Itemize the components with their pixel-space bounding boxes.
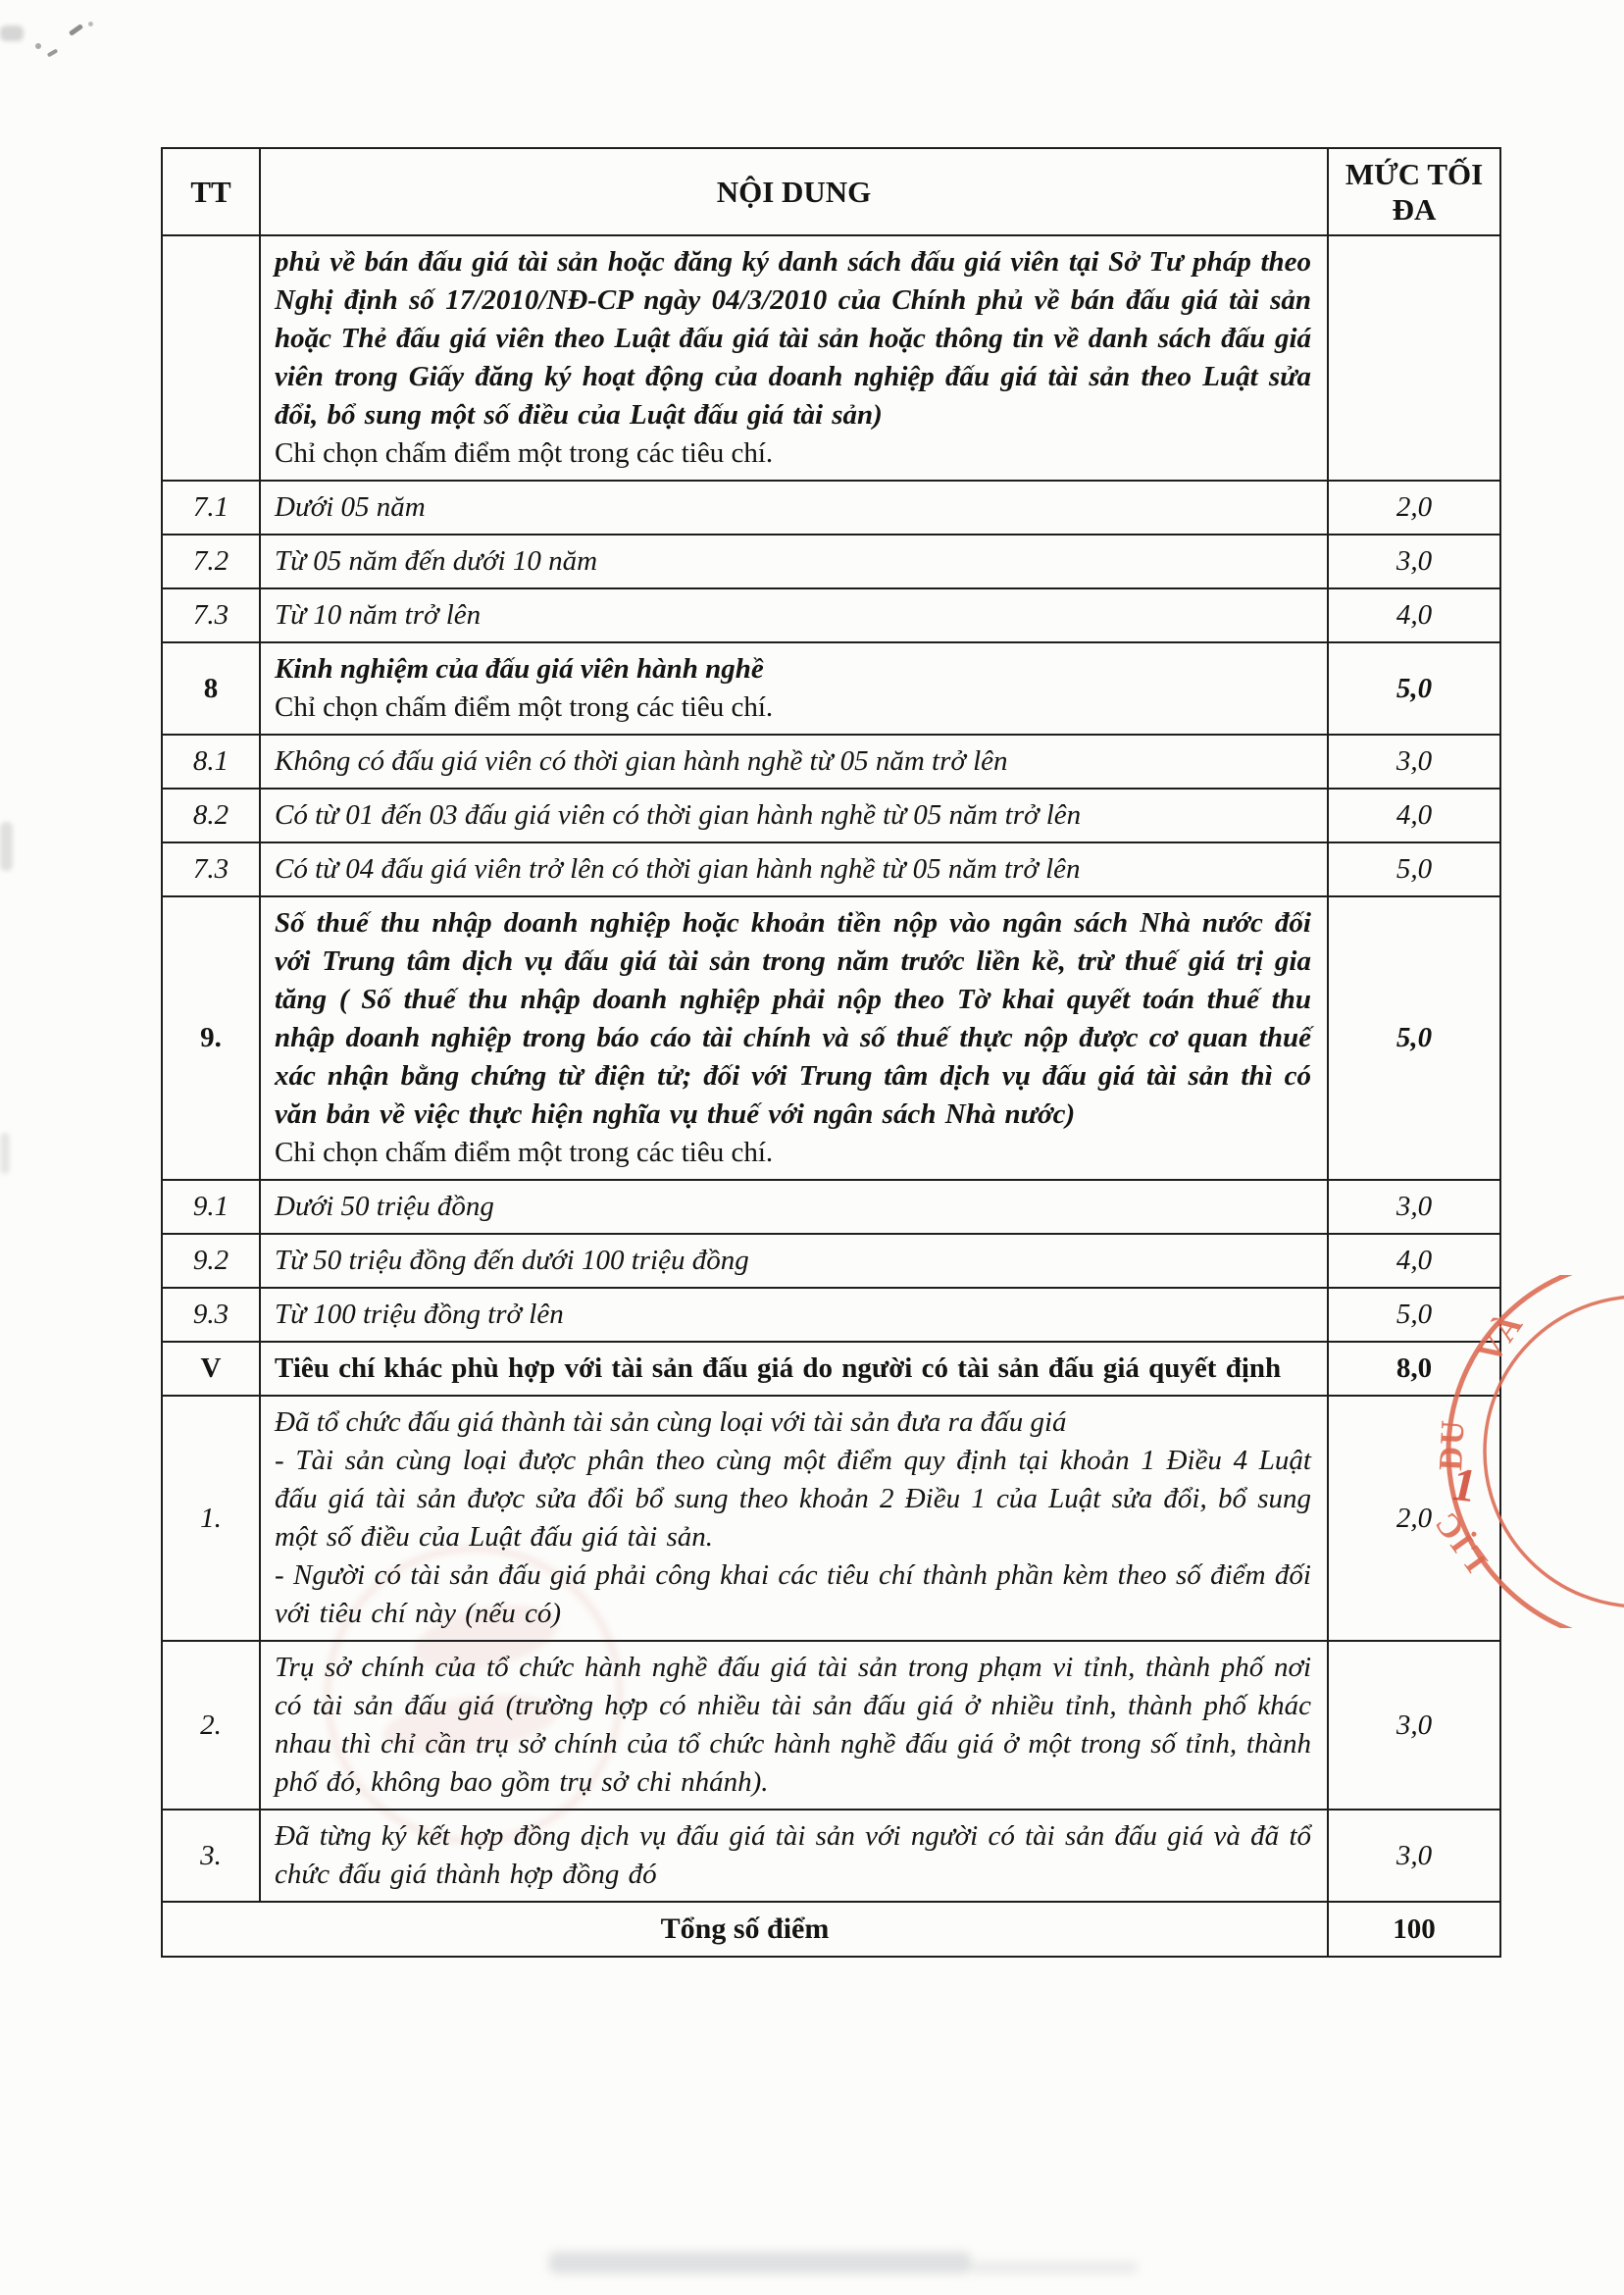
row-content bbox=[260, 1396, 1328, 1641]
paragraph: - Tài sản cùng loại được phân theo cùng một điểm quy định tại khoản 1 Điều 4 Luật đấu giá tài sản được sửa đổi bổ sung theo khoản 2 Điều 1 của Luật sửa đổi, bổ sung một số điều của Luật đấu giá tài sản. bbox=[275, 1445, 1311, 1554]
table-row bbox=[162, 1396, 1500, 1641]
paragraph: Kinh nghiệm của đấu giá viên hành nghề bbox=[275, 653, 764, 686]
column-header-noi-dung: NỘI DUNG bbox=[260, 148, 1328, 235]
max-score-value: 4,0 bbox=[1328, 789, 1500, 842]
row-content bbox=[260, 842, 1328, 896]
scan-speckle bbox=[35, 43, 41, 49]
scan-speckle bbox=[69, 24, 83, 36]
total-row bbox=[162, 1902, 1500, 1957]
row-number: 7.3 bbox=[162, 842, 260, 896]
red-stamp-arc bbox=[1412, 1275, 1624, 1628]
table-row bbox=[162, 535, 1500, 588]
max-score-value: 5,0 bbox=[1328, 842, 1500, 896]
paragraph: Không có đấu giá viên có thời gian hành nghề từ 05 năm trở lên bbox=[275, 745, 1008, 778]
total-value: 100 bbox=[1328, 1902, 1500, 1957]
paragraph: Dưới 50 triệu đồng bbox=[275, 1191, 494, 1223]
max-score-value: 3,0 bbox=[1328, 1810, 1500, 1902]
scan-speckle bbox=[47, 49, 59, 58]
paragraph: Có từ 04 đấu giá viên trở lên có thời gian hành nghề từ 05 năm trở lên bbox=[275, 853, 1081, 886]
paragraph: Đã từng ký kết hợp đồng dịch vụ đấu giá tài sản với người có tài sản đấu giá và đã tổ chức đấu giá thành hợp đồng đó bbox=[275, 1820, 1311, 1891]
row-content bbox=[260, 1288, 1328, 1342]
row-number: 8.2 bbox=[162, 789, 260, 842]
row-number: 9.2 bbox=[162, 1234, 260, 1288]
row-content bbox=[260, 789, 1328, 842]
row-content bbox=[260, 1234, 1328, 1288]
max-score-value: 4,0 bbox=[1328, 588, 1500, 642]
row-content bbox=[260, 735, 1328, 789]
row-number: 8 bbox=[162, 642, 260, 735]
row-content bbox=[260, 535, 1328, 588]
stamp-text-bottom: LỊC bbox=[1427, 1504, 1496, 1579]
table-row bbox=[162, 1810, 1500, 1902]
max-score-value: 3,0 bbox=[1328, 1180, 1500, 1234]
max-score-value: 3,0 bbox=[1328, 535, 1500, 588]
row-content bbox=[260, 1810, 1328, 1902]
row-number: 9.3 bbox=[162, 1288, 260, 1342]
row-content bbox=[260, 588, 1328, 642]
paragraph: Tiêu chí khác phù hợp với tài sản đấu giá do người có tài sản đấu giá quyết định bbox=[275, 1352, 1282, 1385]
paragraph: Dưới 05 năm bbox=[275, 491, 426, 524]
max-score-value: 4,0 bbox=[1328, 1234, 1500, 1288]
max-score-value: 5,0 bbox=[1328, 642, 1500, 735]
table-footer bbox=[162, 1902, 1500, 1957]
table-row bbox=[162, 642, 1500, 735]
row-content bbox=[260, 1641, 1328, 1810]
max-score-value: 5,0 bbox=[1328, 896, 1500, 1180]
paragraph: Từ 50 triệu đồng đến dưới 100 triệu đồng bbox=[275, 1245, 749, 1277]
table-row bbox=[162, 1180, 1500, 1234]
row-number: V bbox=[162, 1342, 260, 1396]
row-number: 8.1 bbox=[162, 735, 260, 789]
row-content bbox=[260, 1342, 1328, 1396]
table-row bbox=[162, 1288, 1500, 1342]
paragraph: phủ về bán đấu giá tài sản hoặc đăng ký danh sách đấu giá viên tại Sở Tư pháp theo Nghị định số 17/2010/NĐ-CP ngày 04/3/2010 của Chính phủ về bán đấu giá tài sản hoặc Thẻ đấu giá viên theo Luật đấu giá tài sản hoặc thông tin về danh sách đấu giá viên trong Giấy đăng ký hoạt động của doanh nghiệp đấu giá tài sản theo Luật sửa đổi, bổ sung một số điều của Luật đấu giá tài sản) bbox=[275, 246, 1311, 432]
column-header-muc-toi-da: MỨC TỐI ĐA bbox=[1328, 148, 1500, 235]
row-content bbox=[260, 642, 1328, 735]
max-score-value: 8,0 bbox=[1328, 1342, 1500, 1396]
scan-smudge bbox=[0, 822, 13, 871]
stamp-text-mid: DU bbox=[1433, 1417, 1472, 1472]
paragraph: Chỉ chọn chấm điểm một trong các tiêu chí. bbox=[275, 691, 774, 724]
table-row bbox=[162, 481, 1500, 535]
row-content bbox=[260, 1180, 1328, 1234]
row-content bbox=[260, 235, 1328, 481]
scan-smudge bbox=[971, 2262, 1138, 2273]
paragraph: Số thuế thu nhập doanh nghiệp hoặc khoản tiền nộp vào ngân sách Nhà nước đối với Trung tâm dịch vụ đấu giá tài sản trong năm trước liền kề, trừ thuế giá trị gia tăng ( Số thuế thu nhập doanh nghiệp phải nộp theo Tờ khai quyết toán thuế thu nhập doanh nghiệp trong báo cáo tài chính và số thuế thực nộp được cơ quan thuế xác nhận bằng chứng từ điện tử; đối với Trung tâm dịch vụ đấu giá tài sản thì có văn bản về việc thực hiện nghĩa vụ thuế với ngân sách Nhà nước) bbox=[275, 907, 1311, 1131]
row-number: 3. bbox=[162, 1810, 260, 1902]
scoring-criteria-table bbox=[161, 147, 1501, 1958]
table-row bbox=[162, 789, 1500, 842]
paragraph: - Người có tài sản đấu giá phải công khai các tiêu chí thành phần kèm theo số điểm đối với tiêu chí này (nếu có) bbox=[275, 1559, 1311, 1630]
table-row bbox=[162, 842, 1500, 896]
table-row bbox=[162, 588, 1500, 642]
table-header bbox=[162, 148, 1500, 235]
scan-smudge bbox=[0, 26, 24, 41]
paragraph: Có từ 01 đến 03 đấu giá viên có thời gian hành nghề từ 05 năm trở lên bbox=[275, 799, 1082, 832]
row-content bbox=[260, 896, 1328, 1180]
row-number: 1. bbox=[162, 1396, 260, 1641]
paragraph: Từ 05 năm đến dưới 10 năm bbox=[275, 545, 598, 578]
paragraph: Từ 100 triệu đồng trở lên bbox=[275, 1299, 564, 1331]
max-score-value: 2,0 bbox=[1328, 481, 1500, 535]
row-content bbox=[260, 481, 1328, 535]
row-number: 7.1 bbox=[162, 481, 260, 535]
table-row bbox=[162, 896, 1500, 1180]
max-score-value: 2,0 bbox=[1328, 1396, 1500, 1641]
table-row bbox=[162, 1234, 1500, 1288]
table-row bbox=[162, 235, 1500, 481]
row-number bbox=[162, 235, 260, 481]
table-row bbox=[162, 735, 1500, 789]
max-score-value: 3,0 bbox=[1328, 735, 1500, 789]
row-number: 7.3 bbox=[162, 588, 260, 642]
max-score-value: 3,0 bbox=[1328, 1641, 1500, 1810]
paragraph: Chỉ chọn chấm điểm một trong các tiêu chí. bbox=[275, 437, 774, 470]
row-number: 9. bbox=[162, 896, 260, 1180]
paragraph: Từ 10 năm trở lên bbox=[275, 599, 482, 632]
column-header-tt: TT bbox=[162, 148, 260, 235]
scan-smudge bbox=[549, 2252, 971, 2273]
row-number: 9.1 bbox=[162, 1180, 260, 1234]
total-label: Tổng số điểm bbox=[162, 1902, 1328, 1957]
scan-smudge bbox=[0, 1133, 10, 1174]
table-body bbox=[162, 235, 1500, 1902]
handwritten-red-mark: 1 bbox=[1446, 1458, 1482, 1512]
stamp-text-top: VÀ bbox=[1471, 1305, 1532, 1370]
max-score-value bbox=[1328, 235, 1500, 481]
scan-speckle bbox=[88, 22, 93, 26]
paragraph: Trụ sở chính của tổ chức hành nghề đấu giá tài sản trong phạm vi tỉnh, thành phố nơi có tài sản đấu giá (trường hợp có nhiều tài sản đấu giá ở nhiều tỉnh, thành phố khác nhau thì chỉ cần trụ sở chính của tổ chức hành nghề đấu giá ở một trong số tỉnh, thành phố đó, không bao gồm trụ sở chi nhánh). bbox=[275, 1652, 1311, 1799]
paragraph: Đã tổ chức đấu giá thành tài sản cùng loại với tài sản đưa ra đấu giá bbox=[275, 1406, 1067, 1439]
paragraph: Chỉ chọn chấm điểm một trong các tiêu chí. bbox=[275, 1137, 774, 1169]
table-row bbox=[162, 1641, 1500, 1810]
row-number: 2. bbox=[162, 1641, 260, 1810]
row-number: 7.2 bbox=[162, 535, 260, 588]
table-row bbox=[162, 1342, 1500, 1396]
max-score-value: 5,0 bbox=[1328, 1288, 1500, 1342]
